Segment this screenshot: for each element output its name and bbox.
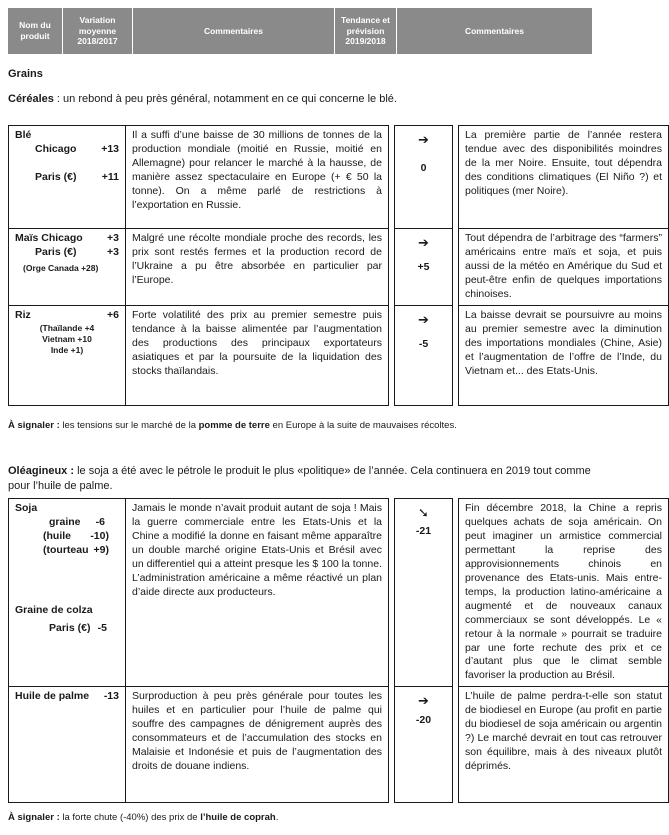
product-name: Soja [15,502,38,514]
comment-cell-2: La première partie de l’année restera tendue avec des disponibilités moindres de la mer Noire. Ensuite, tout dépendra des conditions climatiques (El Niño ?) et politiques (mer Noire). [459,126,669,229]
sub-note: (Thaïlande +4 [39,322,95,333]
product-cell [9,229,126,306]
arrow-right-icon: ➔ [418,235,429,250]
trend-cell [395,229,453,306]
comment-cell: Il a suffi d’une baisse de 30 millions de tonnes de la production mondiale (moitié en Russie, moitié en Allemagne) pour relancer le marché à la hausse, de manière assez spectaculaire en Europe (+ € 50 la tonne). On a même parlé de restrictions à l’exportation en Russie. [126,126,389,229]
section-title-grains: Grains [8,68,43,80]
table-row [9,229,669,306]
sub-market: Paris (€) +3 [35,245,119,258]
product-name: Riz +6 [15,308,119,321]
sub-market: Paris (€) +11 [35,170,119,183]
note-grains: À signaler : les tensions sur le marché de la pomme de terre en Europe à la suite de mauvaises récoltes. [8,420,457,431]
oleagineux-intro: Oléagineux : le soja a été avec le pétrole le produit le plus «politique» de l’année. Cela continuera en 2019 tout comme pour l’huile de palme. [8,465,591,493]
cereals-intro: Céréales : un rebond à peu près général, notamment en ce qui concerne le blé. [8,93,397,105]
comment-cell: Jamais le monde n’avait produit autant de soja ! Mais la guerre commerciale entre les Etats-Unis et la Chine a modifié la donne en faisant même apparaître un double marché origine Etats-Unis et Brésil avec un differentiel qui a atteint presque les $ 100 la tonne. L’administration américaine a même réactivé un plan d’aide directe aux producteurs. [126,499,389,687]
table-row [9,305,669,405]
comment-cell-2: Tout dépendra de l’arbitrage des “farmers” américains entre maïs et soja, et puis aussi de la météo en Amérique du Sud et peut-être enfin de quelques importations chinoises. [459,229,669,306]
comment-cell: Surproduction à peu près générale pour toutes les huiles et en particulier pour l’huile de palme qui souffre des campagnes de dénigrement auprès des consommateurs et de l’accumulation des stocks en Malaisie et Indonésie et puis de l’augmentation des droits de douane indiens. [126,687,389,803]
arrow-down-right-icon: ➘ [418,505,429,520]
table-row [9,126,669,229]
header-comments: Commentaires [133,8,335,54]
table-row [9,499,669,687]
header-trend: Tendance et prévision 2019/2018 [335,8,397,54]
table-row [9,687,669,803]
comment-cell-2: Fin décembre 2018, la Chine a repris quelques achats de soja américain. On peut imaginer un armistice commercial permettant la reprise des approvisionnements chinois en provenance des Etats-unis. Mais entre-temps, la production latino-américaine a augmenté et de nouveaux canaux commerciaux se sont développés. Le « retour à la normale » pourrait se traduire par une forte rechute des prix et ce d’autant plus que le climat semble favoriser la production au Brésil. [459,499,669,687]
comment-cell-2: La baisse devrait se poursuivre au moins au premier semestre avec la diminution des importations mondiales (Chine, Asie) et l’augmentation de l’offre de l’Inde, du Vietnam et... des Etats-Unis. [459,305,669,405]
sub-note: Inde +1) [50,345,84,356]
sub-market: Paris (€) -5 [49,621,107,634]
comment-cell: Malgré une récolte mondiale proche des records, les prix sont restés fermes et la production record de l’Ukraine a pu être absorbée en particulier par l’Europe. [126,229,389,306]
product-cell [9,305,126,405]
comment-cell-2: L’huile de palme perdra-t-elle son statut de biodiesel en Europe (au profit en partie du biodiesel de soja américain ou argentin ?) Le marché devrait en tout cas retrouver son équilibre, mais à des niveaux plutôt déprimés. [459,687,669,803]
comment-cell: Forte volatilité des prix au premier semestre puis tendance à la baisse alimentée par l’augmentation des productions des principaux exportateurs asiatiques et par la poursuite de la liquidation des stocks thaïlandais. [126,305,389,405]
product-cell [9,687,126,803]
product-cell [9,126,126,229]
trend-value: -5 [418,338,429,351]
sub-market: (tourteau +9) [43,543,109,556]
note-oleagineux: À signaler : la forte chute (-40%) des prix de l’huile de coprah. [8,812,279,823]
sub-note: Vietnam +10 [42,334,92,345]
header-comments-2: Commentaires [464,25,525,36]
table-header [8,8,592,54]
sub-market: graine -6 [49,515,105,528]
trend-value: +5 [417,261,430,274]
product-name: Maïs Chicago +3 [15,232,119,244]
trend-value: -20 [415,713,432,726]
sub-note: (Orge Canada +28) [23,262,99,273]
product-cell [9,499,126,687]
trend-cell [395,126,453,229]
trend-cell [395,499,453,687]
trend-cell [395,305,453,405]
arrow-right-icon: ➔ [418,311,429,327]
trend-value: -21 [415,525,432,538]
sub-market: (huile -10) [43,529,109,542]
sub-market: Chicago +13 [35,142,119,155]
product-name: Huile de palme -13 [15,690,119,703]
product-name: Blé [15,129,32,141]
arrow-right-icon: ➔ [418,693,429,709]
trend-cell [395,687,453,803]
header-variation: Variation moyenne 2018/2017 [63,8,133,54]
header-product: Nom du produit [8,8,63,54]
cereals-table [8,125,669,406]
product-name: Graine de colza [15,603,93,616]
arrow-right-icon: ➔ [418,132,429,147]
trend-value: 0 [420,162,427,175]
oleagineux-table [8,498,669,803]
